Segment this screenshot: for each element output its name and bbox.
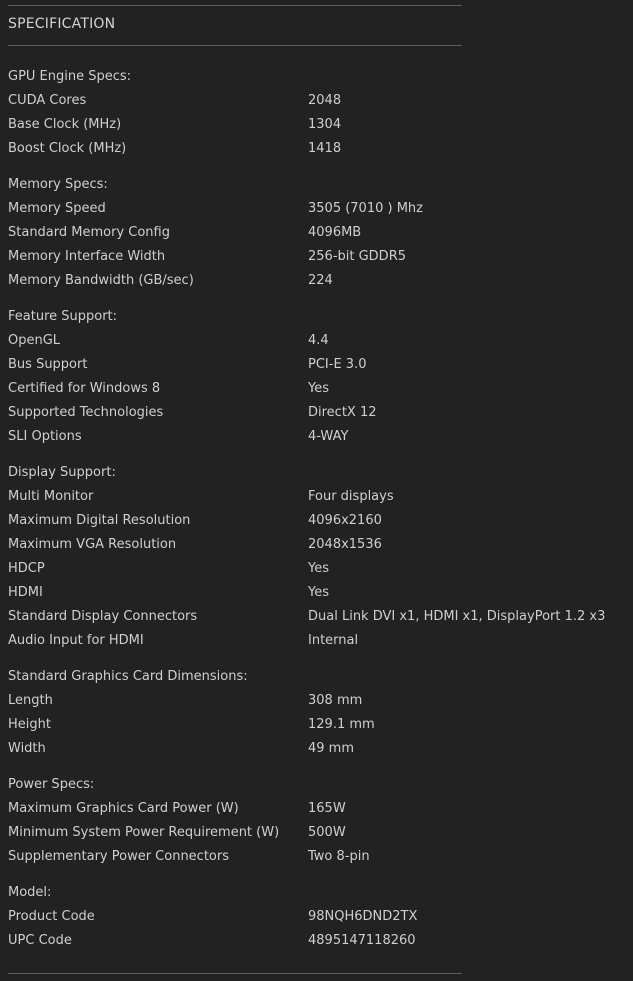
- spec-value: Two 8-pin: [308, 849, 370, 864]
- spec-row: [8, 905, 633, 929]
- spec-label: HDMI: [8, 585, 43, 600]
- spec-row: [8, 737, 633, 761]
- spec-row: [8, 557, 633, 581]
- spec-label: SLI Options: [8, 429, 82, 444]
- spec-label: Minimum System Power Requirement (W): [8, 825, 280, 840]
- spec-section: [8, 305, 633, 449]
- spec-value: PCI-E 3.0: [308, 357, 367, 372]
- top-divider: [8, 5, 462, 6]
- section-heading: GPU Engine Specs:: [8, 69, 132, 84]
- spec-value: 129.1 mm: [308, 717, 375, 732]
- spec-label: Product Code: [8, 909, 95, 924]
- spec-label: Standard Display Connectors: [8, 609, 198, 624]
- spec-label: UPC Code: [8, 933, 72, 948]
- spec-row: [8, 137, 633, 161]
- spec-value: 500W: [308, 825, 346, 840]
- spec-value: 2048x1536: [308, 537, 382, 552]
- spec-label: HDCP: [8, 561, 45, 576]
- spec-value: 4096MB: [308, 225, 362, 240]
- specification-list: [8, 65, 633, 965]
- spec-label: Maximum VGA Resolution: [8, 537, 177, 552]
- spec-value: 256-bit GDDR5: [308, 249, 406, 264]
- spec-row: [8, 377, 633, 401]
- spec-value: 4-WAY: [308, 429, 349, 444]
- spec-row: [8, 689, 633, 713]
- spec-row: [8, 89, 633, 113]
- spec-label: Bus Support: [8, 357, 88, 372]
- spec-label: Audio Input for HDMI: [8, 633, 144, 648]
- spec-section: [8, 173, 633, 293]
- spec-label: Maximum Graphics Card Power (W): [8, 801, 239, 816]
- spec-value: Internal: [308, 633, 359, 648]
- spec-row: [8, 425, 633, 449]
- spec-label: Standard Memory Config: [8, 225, 170, 240]
- spec-value: 165W: [308, 801, 346, 816]
- spec-value: 2048: [308, 93, 342, 108]
- spec-row: [8, 845, 633, 869]
- spec-row: [8, 329, 633, 353]
- spec-row: [8, 821, 633, 845]
- spec-row: [8, 629, 633, 653]
- section-heading: Display Support:: [8, 465, 116, 480]
- spec-row: [8, 197, 633, 221]
- spec-row: [8, 245, 633, 269]
- bottom-divider: [8, 973, 462, 974]
- spec-label: Supplementary Power Connectors: [8, 849, 229, 864]
- spec-label: Boost Clock (MHz): [8, 141, 127, 156]
- spec-label: Height: [8, 717, 51, 732]
- spec-label: Multi Monitor: [8, 489, 94, 504]
- section-heading: Model:: [8, 885, 52, 900]
- spec-value: 98NQH6DND2TX: [308, 909, 418, 924]
- spec-section: [8, 773, 633, 869]
- spec-value: 4895147118260: [308, 933, 416, 948]
- spec-row: [8, 509, 633, 533]
- spec-section: [8, 881, 633, 953]
- spec-label: Length: [8, 693, 53, 708]
- spec-value: 3505 (7010 ) Mhz: [308, 201, 423, 216]
- spec-row: [8, 485, 633, 509]
- spec-row: [8, 713, 633, 737]
- spec-section: [8, 665, 633, 761]
- spec-label: Memory Interface Width: [8, 249, 166, 264]
- spec-label: Memory Bandwidth (GB/sec): [8, 273, 194, 288]
- spec-row: [8, 797, 633, 821]
- spec-value: 4.4: [308, 333, 329, 348]
- spec-value: 308 mm: [308, 693, 363, 708]
- spec-value: 224: [308, 273, 333, 288]
- spec-row: [8, 113, 633, 137]
- spec-value: 1304: [308, 117, 342, 132]
- spec-row: [8, 533, 633, 557]
- title-divider: [8, 45, 462, 46]
- spec-row: [8, 353, 633, 377]
- spec-value: Yes: [308, 381, 329, 396]
- spec-row: [8, 929, 633, 953]
- spec-row: [8, 605, 633, 629]
- spec-section: [8, 461, 633, 653]
- spec-label: Width: [8, 741, 46, 756]
- spec-row: [8, 581, 633, 605]
- spec-value: Four displays: [308, 489, 394, 504]
- spec-row: [8, 401, 633, 425]
- section-heading: Memory Specs:: [8, 177, 108, 192]
- spec-value: 49 mm: [308, 741, 355, 756]
- spec-value: Dual Link DVI x1, HDMI x1, DisplayPort 1.2 x3: [308, 609, 606, 624]
- spec-label: Maximum Digital Resolution: [8, 513, 191, 528]
- spec-label: Base Clock (MHz): [8, 117, 122, 132]
- page-title: SPECIFICATION: [8, 16, 116, 32]
- spec-value: 1418: [308, 141, 342, 156]
- spec-label: OpenGL: [8, 333, 61, 348]
- spec-value: Yes: [308, 561, 329, 576]
- spec-value: DirectX 12: [308, 405, 377, 420]
- section-heading: Standard Graphics Card Dimensions:: [8, 669, 248, 684]
- spec-section: [8, 65, 633, 161]
- spec-row: [8, 269, 633, 293]
- spec-value: 4096x2160: [308, 513, 382, 528]
- spec-row: [8, 221, 633, 245]
- spec-label: Memory Speed: [8, 201, 106, 216]
- spec-label: Supported Technologies: [8, 405, 164, 420]
- spec-label: Certified for Windows 8: [8, 381, 161, 396]
- section-heading: Power Specs:: [8, 777, 95, 792]
- spec-value: Yes: [308, 585, 329, 600]
- section-heading: Feature Support:: [8, 309, 118, 324]
- spec-label: CUDA Cores: [8, 93, 87, 108]
